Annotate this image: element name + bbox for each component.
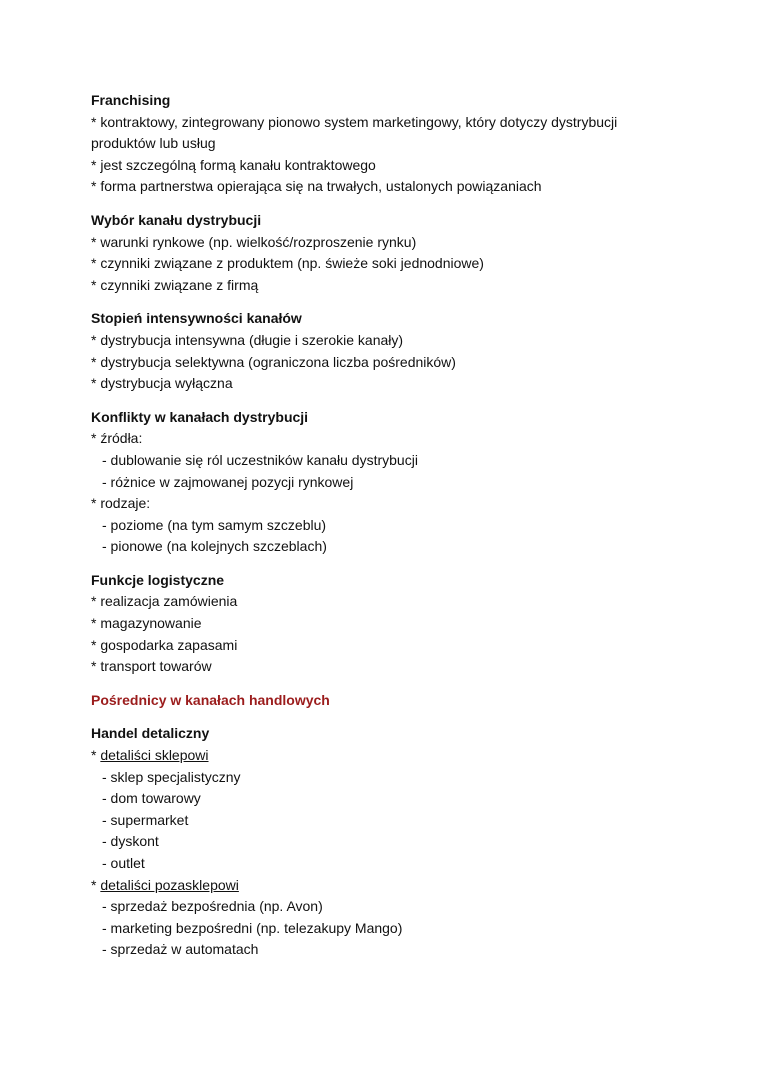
- section-channel-choice: [91, 210, 691, 296]
- section-intermediaries: [91, 690, 691, 712]
- sub-list-item: - dublowanie się ról uczestników kanału dystrybucji: [102, 451, 418, 468]
- nonstore-retailers-label: detaliści pozasklepowi: [100, 876, 239, 893]
- bullet: *: [91, 747, 101, 764]
- list-item: * forma partnerstwa opierająca się na trwałych, ustalonych powiązaniach: [91, 178, 542, 195]
- sub-list-item: - supermarket: [102, 811, 189, 828]
- list-item: * dystrybucja wyłączna: [91, 375, 233, 392]
- section-channel-intensity: [91, 308, 691, 394]
- section-franchising: [91, 90, 691, 198]
- sub-list-item: - różnice w zajmowanej pozycji rynkowej: [102, 473, 354, 490]
- section-title-channel-intensity: Stopień intensywności kanałów: [91, 310, 302, 327]
- list-item-store-retailers: [91, 745, 691, 767]
- section-retail: [91, 723, 691, 961]
- sub-list-item: - sklep specjalistyczny: [102, 768, 241, 785]
- sub-list-item: - outlet: [102, 855, 145, 871]
- sub-list-item: - dom towarowy: [102, 790, 201, 807]
- sub-list-item: - poziome (na tym samym szczeblu): [102, 516, 327, 533]
- section-title-retail: Handel detaliczny: [91, 725, 210, 742]
- list-item: * magazynowanie: [91, 615, 202, 632]
- list-item: * czynniki związane z firmą: [91, 276, 259, 293]
- list-item: * czynniki związane z produktem (np. świeże soki jednodniowe): [91, 255, 484, 272]
- list-item: * realizacja zamówienia: [91, 593, 238, 610]
- sub-list-item: - pionowe (na kolejnych szczeblach): [102, 538, 327, 555]
- document-page: [91, 90, 691, 973]
- list-item: * gospodarka zapasami: [91, 636, 238, 653]
- section-logistics-functions: [91, 570, 691, 678]
- list-item: * dystrybucja intensywna (długie i szerokie kanały): [91, 331, 404, 348]
- list-item: * źródła:: [91, 430, 143, 447]
- list-item: * transport towarów: [91, 658, 212, 675]
- list-item: * rodzaje:: [91, 495, 151, 512]
- section-title-logistics-functions: Funkcje logistyczne: [91, 571, 225, 588]
- list-item: * jest szczególną formą kanału kontraktowego: [91, 156, 376, 173]
- section-title-intermediaries: Pośrednicy w kanałach handlowych: [91, 691, 330, 708]
- sub-list-item: - dyskont: [102, 833, 159, 850]
- list-item: * dystrybucja selektywna (ograniczona liczba pośredników): [91, 353, 456, 370]
- bullet: *: [91, 876, 101, 893]
- sub-list-item: - sprzedaż bezpośrednia (np. Avon): [102, 898, 323, 915]
- sub-list-item: - sprzedaż w automatach: [102, 941, 259, 958]
- section-title-channel-conflicts: Konflikty w kanałach dystrybucji: [91, 408, 309, 425]
- list-item: * kontraktowy, zintegrowany pionowo system marketingowy, który dotyczy dystrybucji: [91, 113, 618, 130]
- list-item: * warunki rynkowe (np. wielkość/rozproszenie rynku): [91, 233, 417, 250]
- section-title-channel-choice: Wybór kanału dystrybucji: [91, 211, 262, 228]
- store-retailers-label: detaliści sklepowi: [100, 747, 209, 764]
- list-item-continuation: produktów lub usług: [91, 135, 216, 152]
- section-channel-conflicts: [91, 407, 691, 558]
- sub-list-item: - marketing bezpośredni (np. telezakupy Mango): [102, 919, 403, 936]
- list-item-nonstore-retailers: [91, 875, 691, 897]
- section-title-franchising: Franchising: [91, 92, 171, 108]
